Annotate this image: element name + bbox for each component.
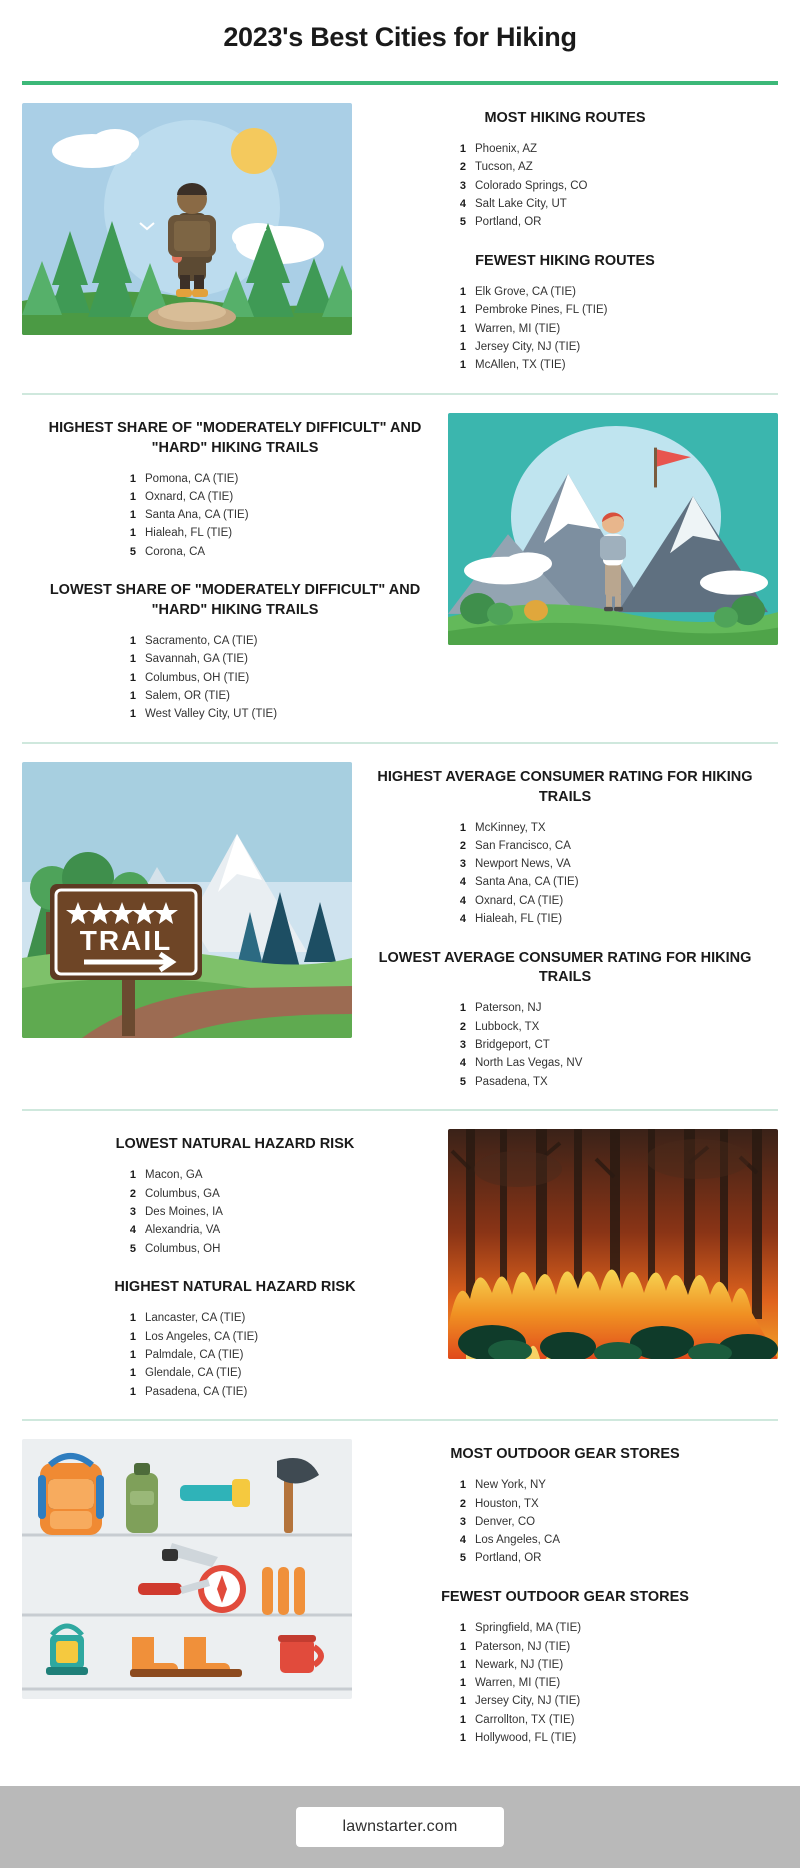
rank-number: 1	[129, 1169, 136, 1182]
list-item	[32, 507, 438, 525]
rank-number: 2	[459, 1020, 466, 1033]
city-name: Paterson, NJ (TIE)	[475, 1640, 571, 1653]
list-block	[32, 581, 438, 724]
city-name: Warren, MI (TIE)	[475, 1677, 561, 1690]
city-name: Springfield, MA (TIE)	[475, 1622, 582, 1635]
city-name: Denver, CO	[475, 1515, 536, 1528]
rank-list	[362, 141, 768, 232]
city-name: New York, NY	[475, 1479, 546, 1492]
list-title: HIGHEST AVERAGE CONSUMER RATING FOR HIKING TRAILS	[377, 769, 753, 805]
city-name: Jersey City, NJ (TIE)	[475, 1695, 581, 1708]
rank-number: 1	[129, 708, 136, 721]
city-name: Oxnard, CA (TIE)	[475, 894, 564, 907]
svg-text:TRAIL: TRAIL	[79, 925, 173, 956]
city-name: McKinney, TX	[475, 821, 546, 834]
city-name: McAllen, TX (TIE)	[475, 359, 566, 372]
city-name: Hialeah, FL (TIE)	[145, 527, 233, 540]
list-item	[362, 1018, 768, 1036]
city-name: Columbus, OH (TIE)	[145, 671, 250, 684]
section-natural-hazard-lists	[22, 1129, 448, 1401]
rank-number: 1	[129, 671, 136, 684]
city-name: Des Moines, IA	[145, 1205, 223, 1218]
city-name: Salt Lake City, UT	[475, 197, 567, 210]
rank-number: 4	[459, 876, 466, 889]
list-block	[362, 1588, 768, 1748]
list-item	[362, 911, 768, 929]
city-name: Pomona, CA (TIE)	[145, 472, 239, 485]
city-name: Alexandria, VA	[145, 1224, 221, 1237]
gear-wall-illustration	[22, 1439, 352, 1699]
page-footer	[0, 1786, 800, 1868]
wildfire-illustration	[448, 1129, 778, 1359]
list-item	[362, 1730, 768, 1748]
city-name: Columbus, GA	[145, 1187, 220, 1200]
city-name: Corona, CA	[145, 545, 206, 558]
city-name: Santa Ana, CA (TIE)	[145, 509, 249, 522]
rank-list	[362, 284, 768, 375]
rank-number: 2	[459, 161, 466, 174]
hiker-forest-illustration	[22, 103, 352, 335]
city-name: Newark, NJ (TIE)	[475, 1658, 564, 1671]
list-item	[362, 338, 768, 356]
city-name: Bridgeport, CT	[475, 1039, 550, 1051]
list-item	[32, 488, 438, 506]
list-title: LOWEST AVERAGE CONSUMER RATING FOR HIKING TRAILS	[378, 949, 752, 986]
list-item	[362, 1000, 768, 1018]
list-title: LOWEST NATURAL HAZARD RISK	[115, 1136, 355, 1153]
trail-sign-illustration	[22, 762, 352, 1038]
city-name: Columbus, OH	[145, 1242, 221, 1255]
city-name: Lubbock, TX	[475, 1020, 540, 1033]
list-item	[362, 1495, 768, 1513]
city-name: West Valley City, UT (TIE)	[145, 708, 278, 721]
list-item	[362, 159, 768, 177]
list-title: MOST HIKING ROUTES	[484, 110, 646, 126]
section-trail-difficulty	[0, 395, 800, 742]
list-item	[362, 1550, 768, 1568]
list-item	[32, 1222, 438, 1240]
city-name: San Francisco, CA	[475, 839, 571, 852]
list-item	[362, 141, 768, 159]
list-item	[362, 357, 768, 375]
city-name: Houston, TX	[475, 1497, 539, 1510]
section-natural-hazard	[0, 1111, 800, 1419]
city-name: Sacramento, CA (TIE)	[145, 635, 258, 648]
city-name: Savannah, GA (TIE)	[145, 653, 248, 666]
list-item	[362, 1037, 768, 1055]
rank-number: 5	[459, 1552, 466, 1565]
list-title: HIGHEST SHARE OF "MODERATELY DIFFICULT" AND "HARD" HIKING TRAILS	[48, 419, 422, 456]
list-item	[32, 669, 438, 687]
rank-number: 1	[129, 472, 136, 485]
list-block	[362, 252, 768, 375]
list-item	[362, 1638, 768, 1656]
list-item	[362, 892, 768, 910]
city-name: Pembroke Pines, FL (TIE)	[475, 304, 608, 317]
city-name: Warren, MI (TIE)	[475, 322, 561, 335]
rank-number: 5	[129, 545, 136, 558]
list-item	[32, 687, 438, 705]
page-title: 2023's Best Cities for Hiking	[223, 22, 577, 52]
rank-number: 1	[459, 1658, 466, 1671]
rank-number: 1	[459, 1479, 466, 1492]
city-name: Palmdale, CA (TIE)	[145, 1348, 244, 1361]
rank-number: 1	[459, 821, 466, 834]
list-block	[362, 949, 768, 1092]
list-title: LOWEST SHARE OF "MODERATELY DIFFICULT" AND "HARD" HIKING TRAILS	[49, 582, 421, 619]
rank-number: 1	[129, 1367, 136, 1380]
city-name: North Las Vegas, NV	[475, 1057, 583, 1070]
section-gear-stores-lists	[352, 1439, 778, 1748]
city-name: Lancaster, CA (TIE)	[145, 1312, 246, 1325]
rank-number: 1	[459, 1713, 466, 1726]
rank-number: 1	[459, 304, 466, 317]
list-item	[362, 195, 768, 213]
list-item	[32, 706, 438, 724]
city-name: Los Angeles, CA (TIE)	[145, 1330, 259, 1343]
rank-list	[32, 470, 438, 561]
city-name: Elk Grove, CA (TIE)	[475, 286, 576, 299]
city-name: Portland, OR	[475, 1552, 542, 1565]
list-item	[362, 1711, 768, 1729]
rank-list	[32, 1310, 438, 1401]
rank-number: 4	[459, 894, 466, 907]
list-item	[362, 874, 768, 892]
site-link[interactable]: lawnstarter.com	[296, 1807, 503, 1847]
rank-list	[362, 819, 768, 929]
rank-number: 3	[459, 1515, 466, 1528]
list-block	[362, 109, 768, 232]
city-name: Pasadena, TX	[475, 1075, 548, 1088]
rank-number: 1	[459, 359, 466, 372]
list-item	[32, 1346, 438, 1364]
section-hiking-routes-lists	[352, 103, 778, 375]
list-item	[32, 1203, 438, 1221]
rank-number: 1	[459, 286, 466, 299]
list-title: MOST OUTDOOR GEAR STORES	[450, 1446, 680, 1463]
list-item	[362, 1675, 768, 1693]
rank-list	[362, 1000, 768, 1091]
list-item	[32, 1383, 438, 1401]
list-item	[362, 1620, 768, 1638]
rank-number: 1	[129, 1312, 136, 1325]
list-item	[362, 1055, 768, 1073]
list-block	[32, 419, 438, 562]
rank-number: 1	[129, 1385, 136, 1398]
rank-list	[32, 633, 438, 724]
rank-number: 4	[129, 1224, 136, 1237]
rank-number: 1	[459, 1677, 466, 1690]
city-name: Portland, OR	[475, 216, 542, 229]
list-item	[32, 1240, 438, 1258]
rank-number: 2	[459, 839, 466, 852]
page-header	[0, 0, 800, 67]
rank-number: 1	[459, 1622, 466, 1635]
list-block	[362, 768, 768, 929]
list-item	[362, 1693, 768, 1711]
list-item	[362, 302, 768, 320]
rank-number: 1	[129, 490, 136, 503]
rank-number: 4	[459, 197, 466, 210]
city-name: Hollywood, FL (TIE)	[475, 1732, 577, 1744]
city-name: Macon, GA	[145, 1169, 203, 1182]
rank-number: 1	[459, 340, 466, 353]
list-item	[362, 1656, 768, 1674]
city-name: Colorado Springs, CO	[475, 179, 588, 192]
list-item	[32, 1328, 438, 1346]
section-hiking-routes	[0, 85, 800, 393]
rank-number: 1	[129, 1330, 136, 1343]
city-name: Phoenix, AZ	[475, 143, 538, 156]
section-trail-difficulty-lists	[22, 413, 448, 724]
list-item	[362, 856, 768, 874]
city-name: Newport News, VA	[475, 858, 571, 871]
rank-number: 1	[129, 1348, 136, 1361]
rank-number: 5	[459, 216, 466, 229]
rank-number: 3	[459, 858, 466, 871]
rank-number: 3	[459, 179, 466, 192]
list-item	[32, 543, 438, 561]
list-item	[32, 1310, 438, 1328]
rank-number: 2	[129, 1187, 136, 1200]
list-item	[362, 177, 768, 195]
rank-number: 3	[129, 1205, 136, 1218]
list-block	[32, 1278, 438, 1401]
list-item	[362, 214, 768, 232]
city-name: Glendale, CA (TIE)	[145, 1367, 242, 1380]
city-name: Hialeah, FL (TIE)	[475, 913, 563, 926]
mountain-climber-illustration	[448, 413, 778, 645]
rank-number: 4	[459, 1534, 466, 1547]
rank-number: 1	[129, 689, 136, 702]
list-title: HIGHEST NATURAL HAZARD RISK	[114, 1279, 356, 1296]
rank-number: 5	[129, 1242, 136, 1255]
city-name: Salem, OR (TIE)	[145, 689, 230, 702]
list-item	[32, 525, 438, 543]
rank-number: 3	[459, 1039, 466, 1051]
city-name: Los Angeles, CA	[475, 1534, 561, 1547]
section-gear-stores	[0, 1421, 800, 1766]
list-item	[32, 1185, 438, 1203]
list-title: FEWEST OUTDOOR GEAR STORES	[441, 1589, 689, 1606]
rank-list	[362, 1477, 768, 1568]
rank-number: 1	[459, 1695, 466, 1708]
city-name: Pasadena, CA (TIE)	[145, 1385, 248, 1398]
rank-number: 1	[129, 509, 136, 522]
list-title: FEWEST HIKING ROUTES	[475, 252, 655, 269]
rank-number: 1	[459, 1640, 466, 1653]
section-consumer-rating-lists	[352, 762, 778, 1091]
rank-list	[362, 1620, 768, 1748]
city-name: Tucson, AZ	[475, 161, 533, 174]
city-name: Santa Ana, CA (TIE)	[475, 876, 579, 889]
list-item	[362, 1073, 768, 1091]
rank-number: 1	[129, 527, 136, 540]
rank-number: 2	[459, 1497, 466, 1510]
rank-list	[32, 1167, 438, 1258]
list-item	[362, 819, 768, 837]
rank-number: 1	[129, 653, 136, 666]
list-item	[362, 320, 768, 338]
list-item	[362, 837, 768, 855]
list-block	[32, 1135, 438, 1258]
city-name: Jersey City, NJ (TIE)	[475, 340, 581, 353]
rank-number: 4	[459, 913, 466, 926]
list-item	[32, 1167, 438, 1185]
rank-number: 1	[459, 143, 466, 156]
list-item	[362, 1513, 768, 1531]
rank-number: 4	[459, 1057, 466, 1070]
rank-number: 1	[459, 1732, 466, 1744]
rank-number: 5	[459, 1075, 466, 1088]
list-item	[32, 651, 438, 669]
city-name: Carrollton, TX (TIE)	[475, 1713, 575, 1726]
list-block	[362, 1445, 768, 1568]
city-name: Oxnard, CA (TIE)	[145, 490, 234, 503]
list-item	[362, 284, 768, 302]
list-item	[362, 1532, 768, 1550]
list-item	[362, 1477, 768, 1495]
list-item	[32, 1365, 438, 1383]
list-item	[32, 470, 438, 488]
rank-number: 1	[459, 322, 466, 335]
city-name: Paterson, NJ	[475, 1002, 542, 1015]
rank-number: 1	[129, 635, 136, 648]
section-consumer-rating	[0, 744, 800, 1109]
list-item	[32, 633, 438, 651]
rank-number: 1	[459, 1002, 466, 1015]
